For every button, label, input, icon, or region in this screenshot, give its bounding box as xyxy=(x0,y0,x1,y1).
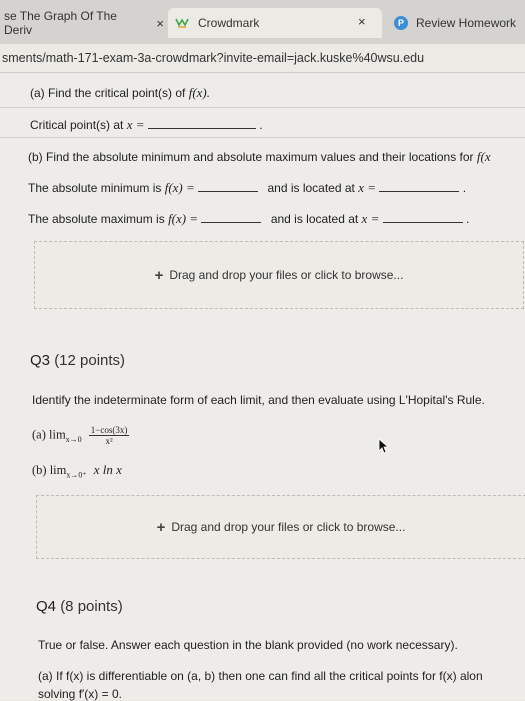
period: . xyxy=(259,118,263,132)
tab-review-homework[interactable] xyxy=(386,8,525,38)
fraction-numerator: 1−cos(3x) xyxy=(90,425,128,435)
mouse-cursor-icon xyxy=(378,438,390,454)
q4-points: (8 points) xyxy=(60,598,123,615)
abs-max-value-blank[interactable] xyxy=(201,221,261,223)
q3-part-b xyxy=(32,462,122,480)
located-var: x = xyxy=(361,211,380,226)
q3-title: Q3 xyxy=(30,352,51,369)
q4-part-a-continued: solving f′(x) = 0. xyxy=(38,687,122,701)
divider xyxy=(0,137,525,138)
abs-min-location-blank[interactable] xyxy=(379,190,459,192)
q2-part-a-text: (a) Find the critical point(s) of xyxy=(30,86,189,100)
q3-points: (12 points) xyxy=(54,352,126,369)
q3-instructions: Identify the indeterminate form of each limit, and then evaluate using L'Hopital's Rule. xyxy=(32,393,485,407)
abs-max-label: The absolute maximum is xyxy=(28,212,169,226)
crowdmark-logo-icon xyxy=(174,16,190,30)
divider xyxy=(0,107,525,108)
period: . xyxy=(462,181,467,195)
tab-graph-of-derivative[interactable] xyxy=(0,8,164,38)
url-text: sments/math-171-exam-3a-crowdmark?invite-email=jack.kuske%40wsu.edu xyxy=(2,51,425,65)
q3-part-b-sub: x→0⁺ xyxy=(66,470,87,480)
q3-part-a-fraction xyxy=(89,425,130,446)
q2-part-b-func: f(x xyxy=(476,149,491,164)
abs-min-row xyxy=(28,180,466,196)
dropzone-label: Drag and drop your files or click to browse... xyxy=(169,268,404,282)
q2-part-a xyxy=(30,85,210,101)
q4-title: Q4 xyxy=(36,598,57,615)
file-dropzone-q2[interactable] xyxy=(34,241,524,309)
browser-tab-bar xyxy=(0,0,525,45)
q4-instructions: True or false. Answer each question in the blank provided (no work necessary). xyxy=(38,638,458,652)
tab-title: se The Graph Of The Deriv xyxy=(4,9,117,37)
critical-point-label: Critical point(s) at xyxy=(30,118,127,132)
plus-icon: + xyxy=(154,266,164,284)
q3-part-b-prefix: (b) lim xyxy=(32,463,67,477)
tab-title: Review Homework xyxy=(416,16,517,30)
file-dropzone-q3[interactable] xyxy=(36,495,525,559)
located-label: and is located at xyxy=(267,181,359,195)
located-var: x = xyxy=(358,180,376,195)
fraction-denominator: x² xyxy=(105,436,113,446)
abs-max-location-blank[interactable] xyxy=(383,221,463,223)
q3-heading xyxy=(30,352,125,369)
q4-heading xyxy=(36,598,123,615)
tab-title: Crowdmark xyxy=(198,16,260,30)
critical-point-var: x = xyxy=(126,117,145,132)
abs-min-func: f(x) = xyxy=(164,180,195,195)
abs-min-value-blank[interactable] xyxy=(198,190,258,192)
abs-min-label: The absolute minimum is xyxy=(28,181,165,195)
q3-part-a xyxy=(32,425,129,446)
abs-max-func: f(x) = xyxy=(168,211,199,226)
exam-page xyxy=(0,73,525,700)
address-bar[interactable] xyxy=(0,44,525,73)
q3-part-a-prefix: (a) lim xyxy=(32,427,66,442)
q2-part-b xyxy=(28,149,491,165)
tab-crowdmark[interactable] xyxy=(168,8,382,38)
close-tab-icon[interactable]: × xyxy=(358,14,366,29)
q3-part-b-expr: x ln x xyxy=(93,462,122,477)
period: . xyxy=(466,212,470,226)
dropzone-label: Drag and drop your files or click to browse... xyxy=(171,520,406,534)
abs-max-row xyxy=(28,211,469,227)
critical-point-blank[interactable] xyxy=(148,127,256,129)
critical-point-row xyxy=(30,117,263,133)
review-homework-favicon-icon: P xyxy=(394,16,408,30)
q4-part-a: (a) If f(x) is differentiable on (a, b) then one can find all the critical points for f(x) alon xyxy=(38,669,483,683)
q2-part-b-text: (b) Find the absolute minimum and absolute maximum values and their locations for xyxy=(28,150,477,164)
plus-icon: + xyxy=(156,518,166,536)
close-tab-icon[interactable]: × xyxy=(156,15,164,31)
q3-part-a-sub: x→0 xyxy=(65,434,82,444)
q2-part-a-func: f(x). xyxy=(188,85,211,100)
located-label: and is located at xyxy=(270,212,362,226)
